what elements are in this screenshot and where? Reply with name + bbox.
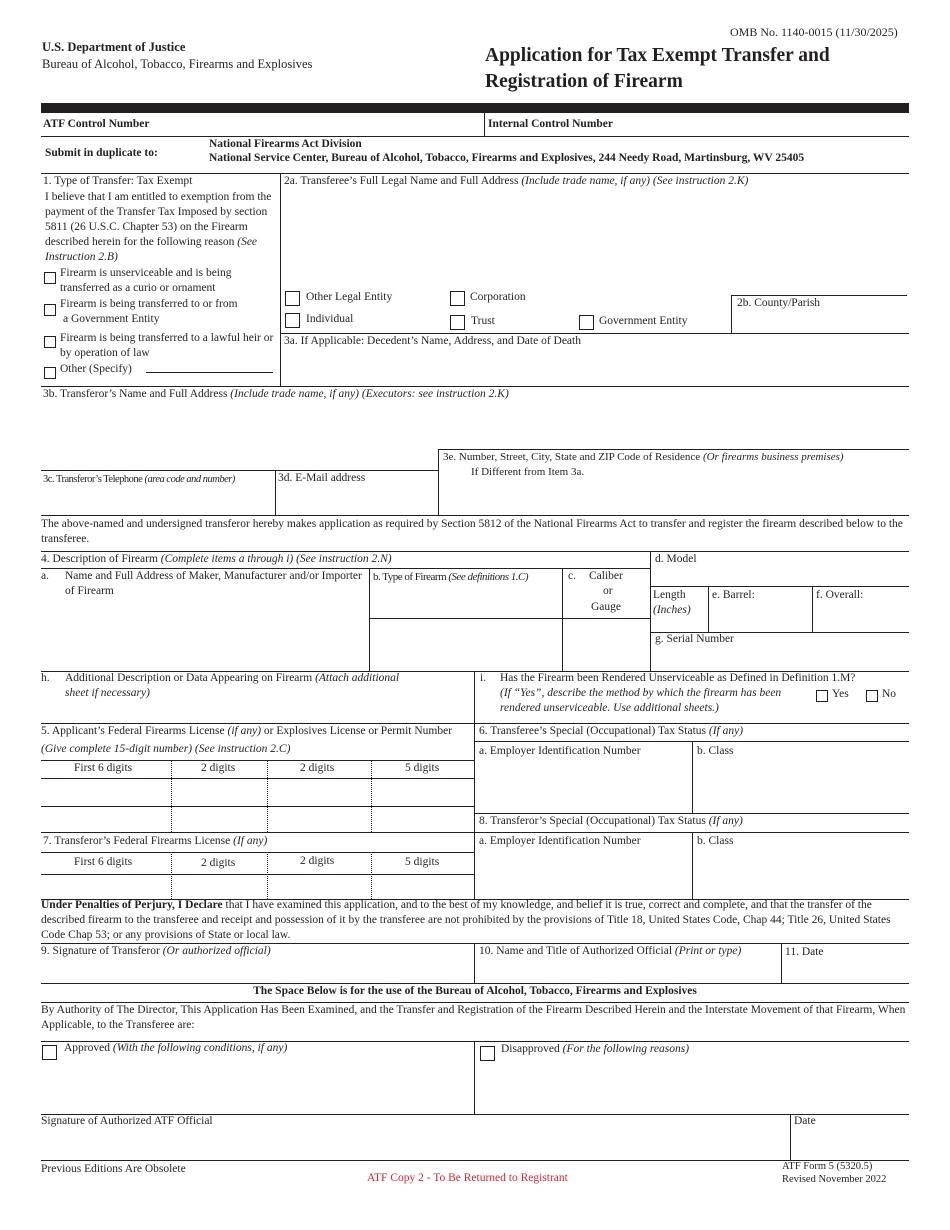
- form-number: ATF Form 5 (5320.5): [782, 1161, 873, 1172]
- transferor-signature-field[interactable]: [42, 960, 472, 982]
- item4a-text: Name and Full Address of Maker, Manufacturer and/or Importer of Firearm: [65, 570, 362, 597]
- item4i-note2: rendered unserviceable. Use additional sheets.): [500, 702, 719, 714]
- department-name: U.S. Department of Justice: [42, 40, 186, 54]
- item2b-label: 2b. County/Parish: [737, 297, 821, 309]
- item6b-label: b. Class: [697, 745, 734, 757]
- item4i-text: Has the Firearm been Rendered Unserviceable as Defined in Definition 1.M?: [500, 672, 856, 684]
- item4c-line3: Gauge: [591, 601, 622, 613]
- item4-label: 4. Description of Firearm (Complete items a through i) (See instruction 2.N): [41, 553, 392, 565]
- form-title-line1: Application for Tax Exempt Transfer and: [485, 45, 830, 66]
- atf-copy-note: ATF Copy 2 - To Be Returned to Registrant: [367, 1172, 568, 1184]
- item7-col-first6: First 6 digits: [74, 856, 133, 868]
- item5-line2: (Give complete 15-digit number) (See instruction 2.C): [41, 743, 291, 755]
- item11-label: 11. Date: [785, 946, 824, 958]
- item6-label: 6. Transferee’s Special (Occupational) Tax Status (If any): [479, 725, 744, 737]
- item4a-letter: a.: [41, 570, 49, 582]
- item6a-label: a. Employer Identification Number: [479, 745, 641, 757]
- item7-label: 7. Transferor’s Federal Firearms License (If any): [43, 835, 268, 847]
- atf-use-heading: The Space Below is for the use of the Bureau of Alcohol, Tobacco, Firearms and Explosives: [253, 985, 697, 997]
- item4c-line2: or: [603, 585, 613, 597]
- other-specify-line[interactable]: [146, 372, 273, 373]
- disapproved-checkbox[interactable]: [480, 1046, 495, 1061]
- transferor-name-address-field[interactable]: [43, 404, 903, 448]
- trust-checkbox[interactable]: [450, 315, 465, 330]
- submit-label: Submit in duplicate to:: [45, 147, 158, 159]
- item5-col-5digits: 5 digits: [405, 762, 440, 774]
- application-statement: The above-named and undersigned transferor hereby makes application as required by Section 5812 of the National Firearms Act to transfer and register the firearm described below to the transferee.: [41, 518, 903, 545]
- form-title-line2: Registration of Firearm: [485, 71, 683, 92]
- item2a-label: 2a. Transferee’s Full Legal Name and Full Address (Include trade name, if any) (See instruction 2.K): [284, 175, 749, 187]
- item3a-label: 3a. If Applicable: Decedent’s Name, Address, and Date of Death: [284, 335, 581, 347]
- header-rule: [41, 103, 909, 113]
- item8b-label: b. Class: [697, 835, 734, 847]
- item3e-line2: If Different from Item 3a.: [471, 466, 585, 478]
- item4h-note2: sheet if necessary): [65, 687, 150, 699]
- item4h-text: Additional Description or Data Appearing on Firearm (Attach additional: [65, 672, 400, 684]
- entity-other-label: Other Legal Entity: [306, 291, 393, 303]
- item3d-label: 3d. E-Mail address: [278, 472, 366, 484]
- other-specify-checkbox[interactable]: [44, 367, 56, 379]
- item1-option3-label: Firearm is being transferred to a lawful heir or by operation of law: [60, 332, 274, 359]
- item5-label: 5. Applicant’s Federal Firearms License (if any) or Explosives License or Permit Number: [41, 725, 453, 737]
- applicant-ffl-number-field[interactable]: [42, 780, 472, 830]
- item4c-line1: Caliber: [589, 570, 623, 582]
- item5-col-2digits-b: 2 digits: [300, 762, 335, 774]
- bureau-name: Bureau of Alcohol, Tobacco, Firearms and Explosives: [42, 57, 313, 71]
- item3b-label: 3b. Transferor’s Name and Full Address (Include trade name, if any) (Executors: see instruction 2.K): [43, 388, 509, 400]
- item7-col-2digits-a: 2 digits: [201, 857, 236, 869]
- nfa-division: National Firearms Act Division: [209, 138, 362, 150]
- unserviceable-yes-checkbox[interactable]: [816, 690, 828, 702]
- unserviceable-curio-checkbox[interactable]: [44, 272, 56, 284]
- item1-option2-line1: Firearm is being transferred to or from: [60, 298, 238, 310]
- government-entity-type-checkbox[interactable]: [579, 315, 594, 330]
- no-label: No: [882, 688, 897, 700]
- entity-corporation-label: Corporation: [470, 291, 526, 303]
- entity-government-label: Government Entity: [599, 315, 688, 327]
- individual-checkbox[interactable]: [285, 313, 300, 328]
- approved-checkbox[interactable]: [42, 1045, 57, 1060]
- item1-belief: I believe that I am entitled to exemption from the payment of the Transfer Tax Imposed by section 5811 (26 U.S.C. Chapter 53) on the Firearm described herein for the following reason (See Instruction 2.B): [45, 191, 272, 263]
- item9-label: 9. Signature of Transferor (Or authorized official): [41, 945, 271, 957]
- atf-date-label: Date: [794, 1115, 816, 1127]
- item5-col-2digits-a: 2 digits: [201, 762, 236, 774]
- previous-editions-note: Previous Editions Are Obsolete: [41, 1163, 186, 1175]
- item4h-letter: h.: [41, 672, 50, 684]
- lawful-heir-checkbox[interactable]: [44, 336, 56, 348]
- item4e-label: e. Barrel:: [712, 589, 755, 601]
- item4d-label: d. Model: [655, 553, 697, 565]
- transferee-name-address-field[interactable]: [284, 192, 904, 288]
- perjury-statement: Under Penalties of Perjury, I Declare that I have examined this application, and to the best of my knowledge, and belief it is true, correct and complete, and that the transfer of the described firearm to the transferee and receipt and possession of it by the transferee are not prohibited by the provisions of Title 18, United States Code, Chap 44; Title 26, United States Code Chap 53; or any provisions of State or local law.: [41, 899, 891, 941]
- internal-control-number-label: Internal Control Number: [488, 118, 614, 130]
- item8-label: 8. Transferor’s Special (Occupational) Tax Status (If any): [479, 815, 743, 827]
- length-label-line2: (Inches): [653, 604, 691, 616]
- revision-date: Revised November 2022: [782, 1174, 887, 1185]
- submit-address: National Service Center, Bureau of Alcohol, Tobacco, Firearms and Explosives, 244 Needy Road, Martinsburg, WV 25405: [209, 152, 805, 164]
- item10-label: 10. Name and Title of Authorized Official (Print or type): [479, 945, 742, 957]
- item4g-label: g. Serial Number: [655, 633, 734, 645]
- item8a-label: a. Employer Identification Number: [479, 835, 641, 847]
- atf-authority-statement: By Authority of The Director, This Application Has Been Examined, and the Transfer and Registration of the Firearm Described Herein and the Interstate Movement of that Firearm, When Applicable, to the Transferee are:: [41, 1004, 906, 1031]
- item1-option1-label: Firearm is unserviceable and is being transferred as a curio or ornament: [60, 267, 232, 294]
- omb-number: OMB No. 1140-0015 (11/30/2025): [730, 25, 898, 39]
- unserviceable-no-checkbox[interactable]: [866, 690, 878, 702]
- item1-option2-line2: a Government Entity: [63, 313, 160, 325]
- atf-control-number-label: ATF Control Number: [43, 118, 150, 130]
- other-legal-entity-checkbox[interactable]: [285, 291, 300, 306]
- government-entity-checkbox[interactable]: [44, 304, 56, 316]
- item4c-letter: c.: [568, 570, 576, 582]
- approved-label: Approved (With the following conditions, if any): [64, 1042, 288, 1054]
- item1-option4-label: Other (Specify): [60, 363, 132, 375]
- entity-trust-label: Trust: [471, 315, 495, 327]
- item4b-label: b. Type of Firearm (See definitions 1.C): [373, 571, 528, 583]
- item4f-label: f. Overall:: [816, 589, 864, 601]
- yes-label: Yes: [832, 688, 849, 700]
- item4i-letter: i.: [480, 672, 487, 684]
- item4i-note1: (If “Yes”, describe the method by which the firearm has been: [500, 687, 782, 699]
- item7-col-2digits-b: 2 digits: [300, 855, 335, 867]
- item5-col-first6: First 6 digits: [74, 762, 133, 774]
- disapproved-label: Disapproved (For the following reasons): [501, 1043, 690, 1055]
- entity-individual-label: Individual: [306, 313, 354, 325]
- item3e-label: 3e. Number, Street, City, State and ZIP Code of Residence (Or firearms business premises): [443, 451, 844, 463]
- item3c-label: 3c. Transferor’s Telephone (area code and number): [43, 474, 235, 485]
- item1-title: 1. Type of Transfer: Tax Exempt: [43, 175, 193, 187]
- atf-official-signature-label: Signature of Authorized ATF Official: [41, 1115, 213, 1127]
- length-label-line1: Length: [653, 589, 686, 601]
- item7-col-5digits: 5 digits: [405, 856, 440, 868]
- transferor-ffl-number-field[interactable]: [42, 876, 472, 898]
- corporation-checkbox[interactable]: [450, 291, 465, 306]
